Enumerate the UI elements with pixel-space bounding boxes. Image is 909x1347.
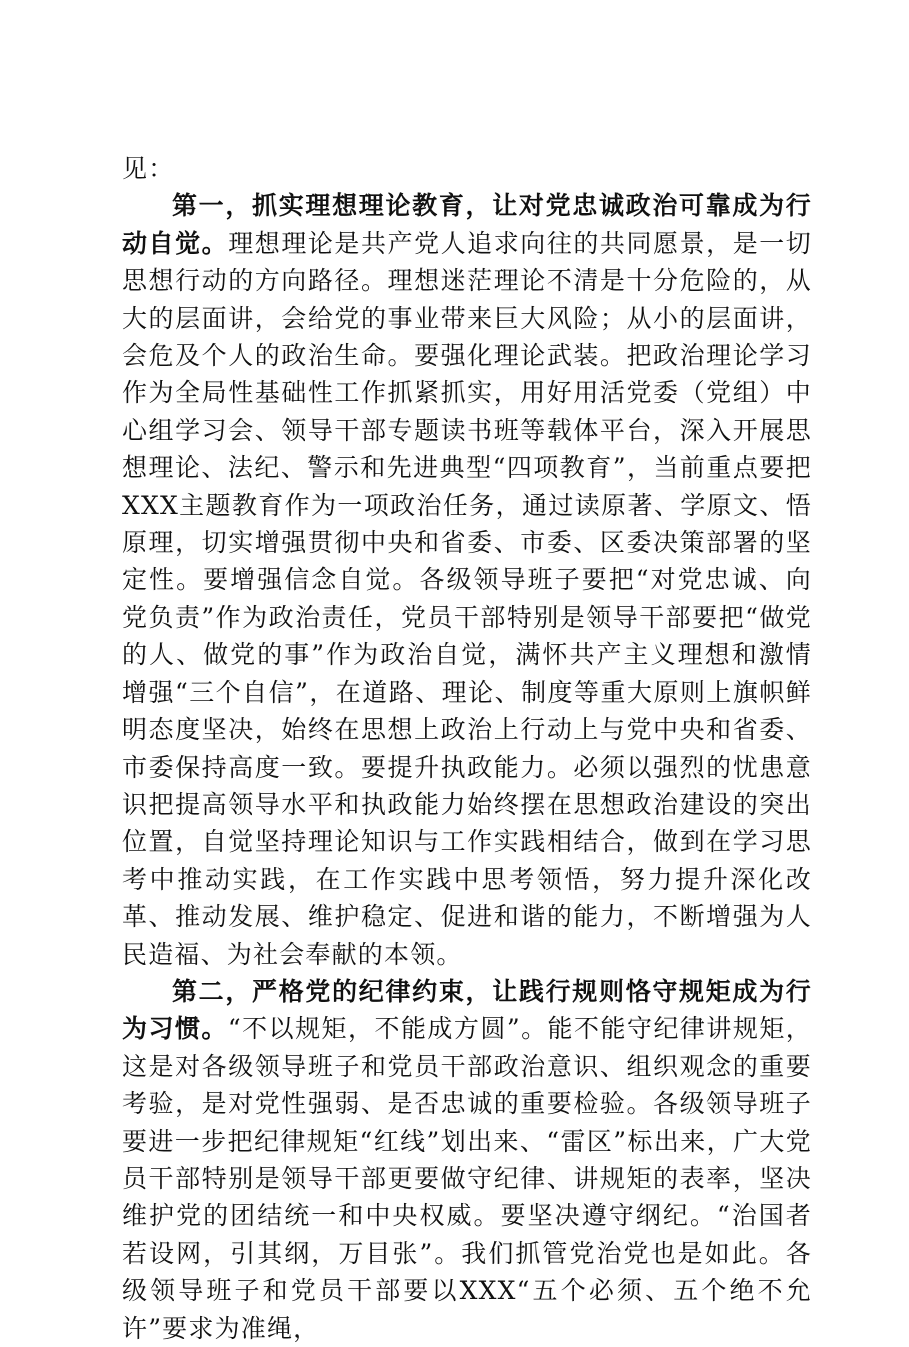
paragraph-1-body: 理想理论是共产党人追求向往的共同愿景，是一切思想行动的方向路径。理想迷茫理论不清是十分危险的，从大的层面讲，会给党的事业带来巨大风险；从小的层面讲，会危及个人的政治生命。要强化理论武装。把政治理论学习作为全局性基础性工作抓紧抓实，用好用活党委（党组）中心组学习会、领导干部专题读书班等载体平台，深入开展思想理论、法纪、警示和先进典型“四项教育”，当前重点要把XXX主题教育作为一项政治任务，通过读原著、学原文、悟原理，切实增强贯彻中央和省委、市委、区委决策部署的坚定性。要增强信念自觉。各级领导班子要把“对党忠诚、向党负责”作为政治责任，党员干部特别是领导干部要把“做党的人、做党的事”作为政治自觉，满怀共产主义理想和激情增强“三个自信”，在道路、理论、制度等重大原则上旗帜鲜明态度坚决，始终在思想上政治上行动上与党中央和省委、市委保持高度一致。要提升执政能力。必须以强烈的忧患意识把提高领导水平和执政能力始终摆在思想政治建设的突出位置，自觉坚持理论知识与工作实践相结合，做到在学习思考中推动实践，在工作实践中思考领悟，努力提升深化改革、推动发展、维护稳定、促进和谐的能力，不断增强为人民造福、为社会奉献的本领。 [122, 228, 812, 969]
paragraph-1-heading: 第一，抓实理想理论教育，让对党忠诚政治可靠成为行动自觉。 [122, 191, 812, 258]
paragraph-2-heading: 第二，严格党的纪律约束，让践行规则恪守规矩成为行为习惯。 [122, 976, 812, 1044]
opening-fragment: 见： [122, 154, 175, 183]
paragraph-1 [122, 187, 812, 973]
paragraph-2-body: “不以规矩，不能成方圆”。能不能守纪律讲规矩，这是对各级领导班子和党员干部政治意识、组织观念的重要考验，是对党性强弱、是否忠诚的重要检验。各级领导班子要进一步把纪律规矩“红线”划出来、“雷区”标出来，广大党员干部特别是领导干部更要做守纪律、讲规矩的表率，坚决维护党的团结统一和中央权威。要坚决遵守纲纪。“治国者若设网，引其纲，万目张”。我们抓管党治党也是如此。各级领导班子和党员干部要以XXX“五个必须、五个绝不允许”要求为准绳， [122, 1014, 812, 1343]
document-body [122, 150, 812, 1347]
paragraph-2 [122, 973, 812, 1347]
